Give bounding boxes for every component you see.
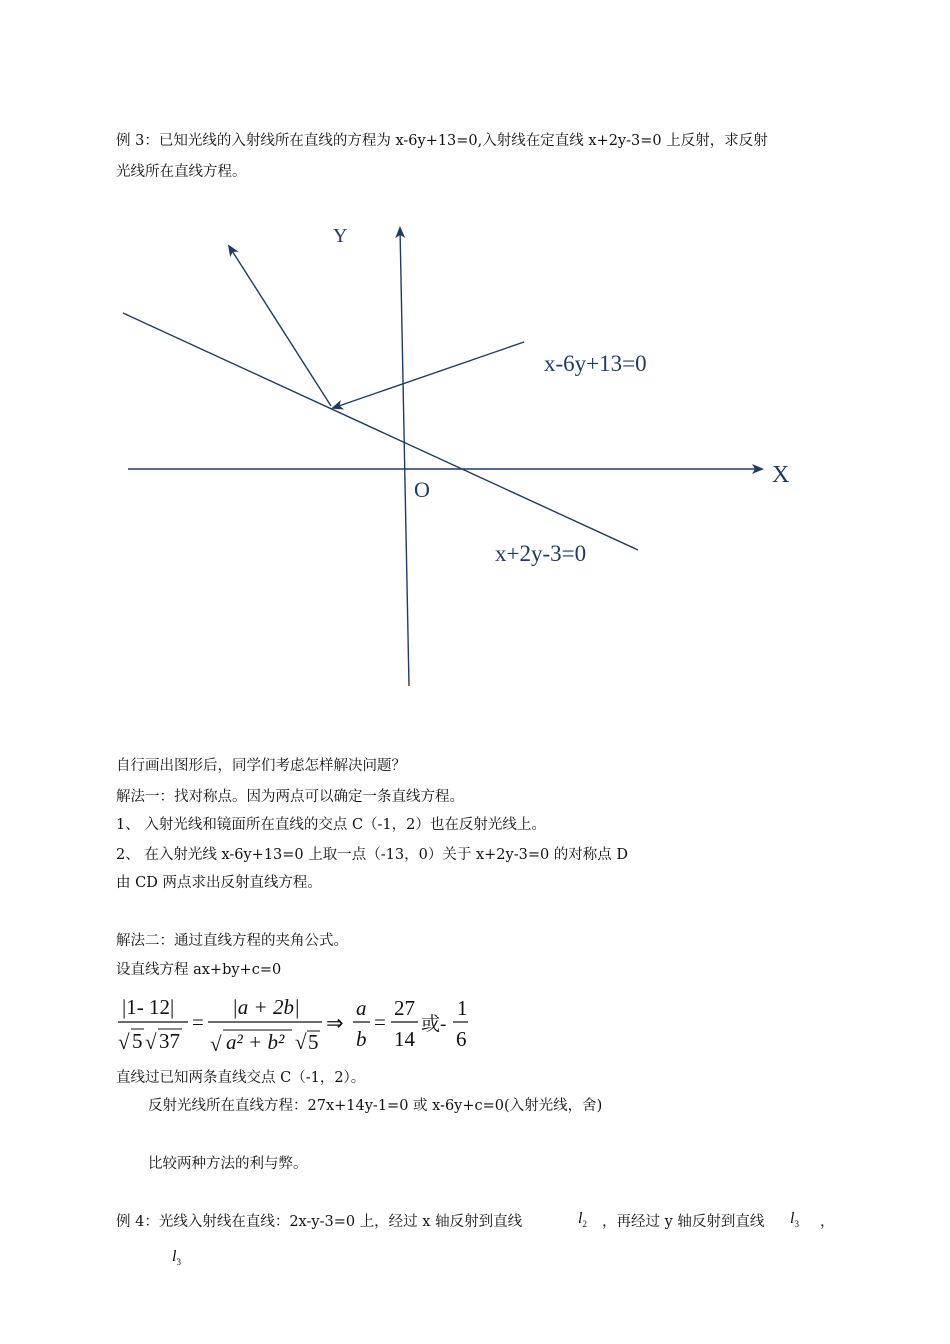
origin-label: O: [414, 477, 430, 502]
mirror-line: [123, 313, 638, 550]
symbol-l3: [790, 1210, 799, 1229]
y-axis: [400, 228, 409, 686]
paragraph-5: 由 CD 两点求出反射直线方程。: [116, 875, 322, 891]
formula-or: 或-: [421, 1014, 447, 1035]
paragraph-3: 1、 入射光线和镜面所在直线的交点 C（-1，2）也在反射光线上。: [116, 817, 546, 833]
paragraph-10: 比较两种方法的利与弊。: [148, 1156, 308, 1172]
svg-text:=: =: [374, 1010, 386, 1034]
formula-eq: =: [192, 1010, 204, 1034]
angle-formula: [112, 988, 492, 1060]
example4-text-b: ，再经过 y 轴反射到直线: [602, 1214, 765, 1230]
formula-lhs-numerator: |1- 12|: [122, 995, 175, 1019]
symbol-l3-subscript: 3: [794, 1219, 799, 1229]
paragraph-8: 直线过已知两条直线交点 C（-1，2）。: [116, 1070, 366, 1086]
svg-text:√: √: [210, 1032, 222, 1056]
y-axis-label: Y: [333, 225, 348, 247]
paragraph-6: 解法二：通过直线方程的夹角公式。: [116, 933, 348, 949]
formula-ab-denominator: b: [356, 1027, 367, 1051]
symbol-l3-letter: l: [790, 1210, 795, 1227]
symbol-l3-second-subscript: 3: [176, 1257, 181, 1267]
example4-text-a: 例 4：光线入射线在直线：2x-y-3=0 上，经过 x 轴反射到直线: [116, 1214, 523, 1230]
mirror-line-label: x+2y-3=0: [495, 541, 587, 566]
x-axis-label: X: [772, 462, 790, 488]
paragraph-4: 2、 在入射光线 x-6y+13=0 上取一点（-13，0）关于 x+2y-3=0 的对称点 D: [116, 847, 629, 863]
symbol-l2-letter: l: [578, 1210, 583, 1227]
formula-r1-numerator: 27: [394, 996, 415, 1020]
formula-r2-numerator: 1: [457, 996, 468, 1020]
paragraph-7: 设直线方程 ax+by+c=0: [116, 962, 282, 978]
paragraph-9: 反射光线所在直线方程：27x+14y-1=0 或 x-6y+c=0(入射光线，舍): [148, 1098, 603, 1114]
symbol-l2: [578, 1210, 587, 1229]
svg-text:√: √: [295, 1030, 307, 1054]
svg-text:√: √: [118, 1030, 130, 1054]
example3-line2: 光线所在直线方程。: [116, 164, 247, 180]
formula-mid-den-b: 5: [308, 1030, 319, 1054]
formula-mid-numerator: |a + 2b|: [232, 995, 300, 1019]
paragraph-2: 解法一：找对称点。因为两点可以确定一条直线方程。: [116, 789, 464, 805]
formula-r1-denominator: 14: [394, 1027, 415, 1051]
formula-implies: ⇒: [326, 1011, 344, 1035]
svg-text:√: √: [145, 1030, 157, 1054]
incident-ray: [333, 342, 524, 408]
formula-mid-denominator: a² + b²: [226, 1030, 285, 1054]
example4-text-c: ，: [820, 1214, 835, 1230]
formula-lhs-den-b: 37: [159, 1029, 180, 1053]
symbol-l3-second: [172, 1248, 181, 1267]
example3-line1: 例 3：已知光线的入射线所在直线的方程为 x-6y+13=0,入射线在定直线 x+2y-3=0 上反射，求反射: [116, 133, 768, 149]
symbol-l3-second-letter: l: [172, 1248, 177, 1265]
reflected-ray: [229, 246, 331, 406]
example4-line1: [116, 1212, 522, 1232]
symbol-l2-subscript: 2: [582, 1219, 587, 1229]
formula-r2-denominator: 6: [456, 1027, 467, 1051]
incident-line-label: x-6y+13=0: [544, 351, 647, 376]
formula-lhs-den-a: 5: [132, 1029, 143, 1053]
formula-ab-numerator: a: [356, 996, 367, 1020]
paragraph-1: 自行画出图形后，同学们考虑怎样解决问题？: [116, 758, 406, 774]
